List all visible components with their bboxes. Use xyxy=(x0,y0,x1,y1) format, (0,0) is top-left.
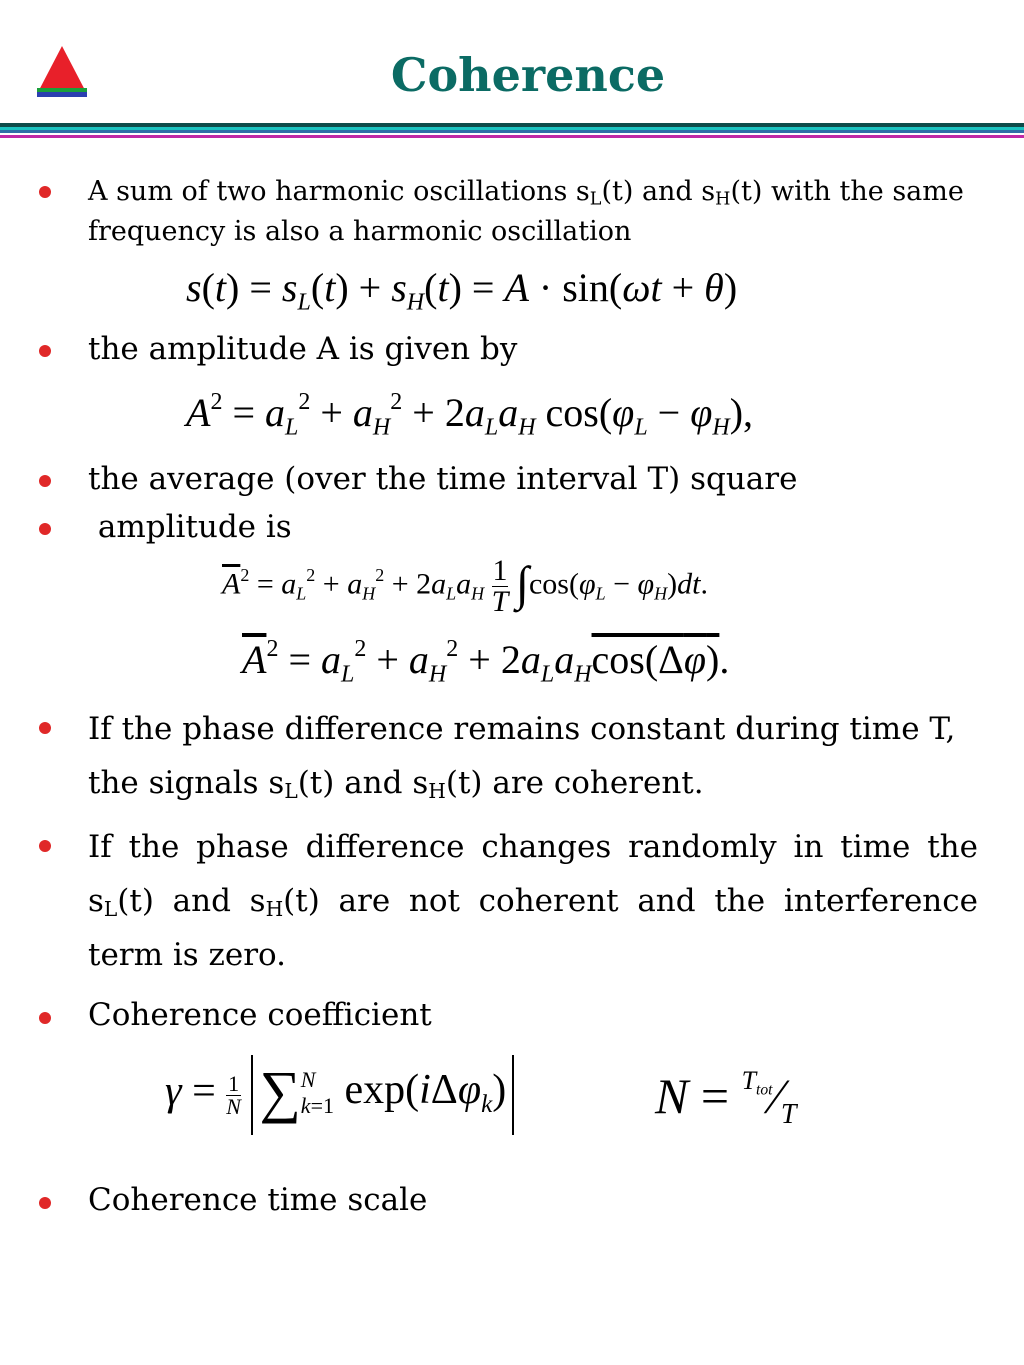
formula-n-ratio: $N = ^{T_{tot}}⁄_T$ xyxy=(655,1066,797,1130)
bullet-dot xyxy=(39,345,51,357)
bullet-text-coherence-coefficient: Coherence coefficient xyxy=(88,997,432,1033)
formula-amplitude: $A^2 = a_L^2 + a_H^2 + 2a_La_H$ $\cos(\varphi_L - \varphi_H)$, xyxy=(186,389,754,441)
bullet-dot xyxy=(39,840,51,852)
bullet-text-coherent: If the phase difference remains constant during time T, the signals $s_L(t)$ and $s_H(t)$ are coherent. xyxy=(88,711,956,804)
bullet-dot xyxy=(39,722,51,734)
bullet-text-coherence-time: Coherence time scale xyxy=(88,1182,428,1218)
bullet-dot xyxy=(39,1197,51,1209)
formula-average-cos: $\overline{A}^2 = a_L^2 + a_H^2 + 2a_La_H\cos(\Delta\varphi)$. xyxy=(242,636,730,688)
bullet-dot xyxy=(39,1012,51,1024)
bullet-dot xyxy=(39,186,51,198)
bullet-dot xyxy=(39,523,51,535)
bullet-text-harmonic-sum: A sum of two harmonic oscillations $s_L(t)$ and $s_H(t)$ with the same frequency is also a harmonic oscillation xyxy=(88,176,964,247)
formula-coherence-coefficient: γ = $\frac{1}{N}$ ∑ N k=1 exp(iΔφ$_k$) xyxy=(165,1055,514,1135)
formula-average-integral: $\overline{A}^2 = a_L^2 + a_H^2 + 2a_La_H$ $\frac{1}{T}$ $\int\cos(\varphi_L - \varphi_H)dt$. xyxy=(222,554,708,618)
bullet-text-amplitude-is: amplitude is xyxy=(88,509,292,545)
bullet-dot xyxy=(39,475,51,487)
bullet-text-average: the average (over the time interval T) square xyxy=(88,461,798,497)
bullet-text-not-coherent: If the phase difference changes randomly in time the $s_L(t)$ and $s_H(t)$ are not coherent and the interference term is zero. xyxy=(88,829,978,973)
page-title: Coherence xyxy=(390,48,666,102)
bullet-text-amplitude: the amplitude A is given by xyxy=(88,331,518,367)
formula-sum-oscillation: $s(t) = s_L(t) + s_H(t) = A \cdot \sin(\omega t + \theta)$ xyxy=(186,265,738,316)
